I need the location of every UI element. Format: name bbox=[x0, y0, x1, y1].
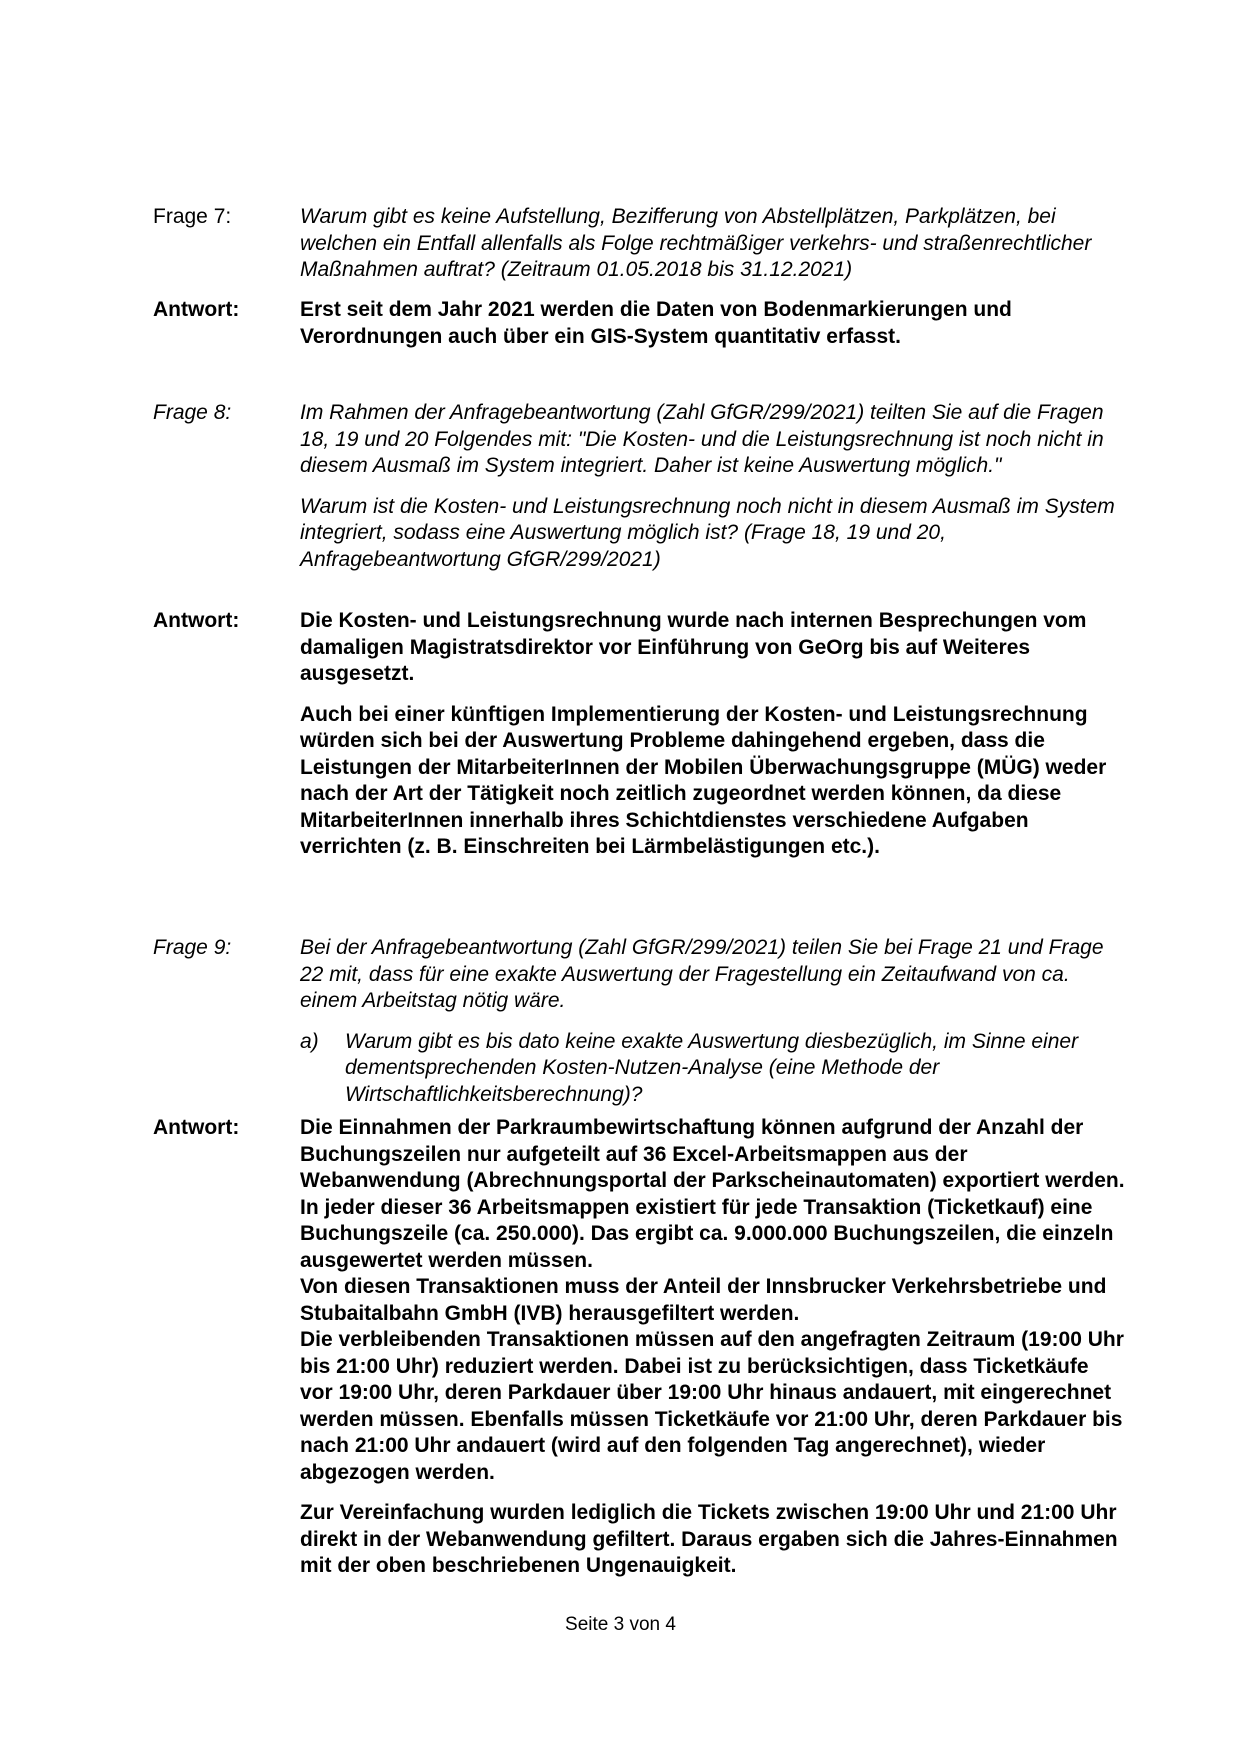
question-7-label: Frage 7: bbox=[153, 205, 232, 228]
answer-8-label: Antwort: bbox=[153, 609, 240, 632]
answer-9-paragraph-1 bbox=[300, 1115, 1126, 1486]
answer-7 bbox=[153, 297, 1128, 350]
answer-9-line-1: Die Einnahmen der Parkraumbewirtschaftung können aufgrund der Anzahl der Buchungszeilen nur aufgeteilt auf 36 Excel-Arbeitsmappen aus der Webanwendung (Abrechnungsportal der Parkscheinautomaten) exportiert werden. In jeder dieser 36 Arbeitsmappen existiert für jede Transaktion (Ticketkauf) eine Buchungszeile (ca. 250.000). Das ergibt ca. 9.000.000 Buchungszeilen, die einzeln ausgewertet werden müssen. bbox=[300, 1116, 1125, 1272]
page-number: Seite 3 von 4 bbox=[565, 1614, 676, 1635]
question-8-label: Frage 8: bbox=[153, 401, 232, 424]
answer-7-label: Antwort: bbox=[153, 298, 240, 321]
answer-7-paragraph: Erst seit dem Jahr 2021 werden die Daten von Bodenmarkierungen und Verordnungen auch über ein GIS-System quantitativ erfasst. bbox=[300, 298, 1012, 348]
question-7-text bbox=[300, 204, 1126, 284]
question-9-label: Frage 9: bbox=[153, 936, 232, 959]
answer-8 bbox=[153, 608, 1128, 861]
question-8 bbox=[153, 400, 1128, 573]
answer-9-text bbox=[300, 1115, 1126, 1580]
question-7 bbox=[153, 204, 1128, 284]
answer-7-text bbox=[300, 297, 1126, 350]
question-7-paragraph: Warum gibt es keine Aufstellung, Bezifferung von Abstellplätzen, Parkplätzen, bei welchen ein Entfall allenfalls als Folge rechtmäßiger verkehrs- und straßenrechtlicher Maßnahmen auftrat? (Zeitraum 01.05.2018 bis 31.12.2021) bbox=[300, 205, 1092, 281]
question-8-text bbox=[300, 400, 1126, 573]
answer-8-text bbox=[300, 608, 1126, 861]
question-9-subitem-a bbox=[300, 1029, 1126, 1109]
question-9-text bbox=[300, 935, 1126, 1108]
question-8-paragraph-2: Warum ist die Kosten- und Leistungsrechnung noch nicht in diesem Ausmaß im System integriert, sodass eine Auswertung möglich ist? (Frage 18, 19 und 20, Anfragebeantwortung GfGR/299/2021) bbox=[300, 494, 1115, 571]
question-8-paragraph-1: Im Rahmen der Anfragebeantwortung (Zahl GfGR/299/2021) teilten Sie auf die Fragen 18, 19 und 20 Folgendes mit: "Die Kosten- und die Leistungsrechnung ist noch nicht in diesem Ausmaß im System integriert. Daher ist keine Auswertung möglich." bbox=[300, 401, 1104, 477]
answer-8-paragraph-1: Die Kosten- und Leistungsrechnung wurde nach internen Besprechungen vom damaligen Magistratsdirektor vor Einführung von GeOrg bis auf Weiteres ausgesetzt. bbox=[300, 609, 1087, 685]
answer-9-line-2: Von diesen Transaktionen muss der Anteil der Innsbrucker Verkehrsbetriebe und Stubaitalbahn GmbH (IVB) herausgefiltert werden. bbox=[300, 1275, 1107, 1325]
question-9 bbox=[153, 935, 1128, 1108]
subitem-text: Warum gibt es bis dato keine exakte Auswertung diesbezüglich, im Sinne einer dementsprechenden Kosten-Nutzen-Analyse (eine Methode der Wirtschaftlichkeitsberechnung)? bbox=[345, 1029, 1079, 1106]
answer-9-line-3: Die verbleibenden Transaktionen müssen auf den angefragten Zeitraum (19:00 Uhr bis 21:00 Uhr) reduziert werden. Dabei ist zu berücksichtigen, dass Ticketkäufe vor 19:00 Uhr, deren Parkdauer über 19:00 Uhr hinaus andauert, mit eingerechnet werden müssen. Ebenfalls müssen Ticketkäufe vor 21:00 Uhr, deren Parkdauer bis nach 21:00 Uhr andauert (wird auf den folgenden Tag angerechnet), wieder abgezogen werden. bbox=[300, 1328, 1124, 1484]
answer-9-label: Antwort: bbox=[153, 1116, 240, 1139]
answer-8-paragraph-2: Auch bei einer künftigen Implementierung der Kosten- und Leistungsrechnung würden sich bei der Auswertung Probleme dahingehend ergeben, dass die Leistungen der MitarbeiterInnen der Mobilen Überwachungsgruppe (MÜG) weder nach der Art der Tätigkeit noch zeitlich zugeordnet werden können, da diese MitarbeiterInnen innerhalb ihres Schichtdienstes verschiedene Aufgaben verrichten (z. B. Einschreiten bei Lärmbelästigungen etc.). bbox=[300, 702, 1107, 858]
question-9-paragraph-1: Bei der Anfragebeantwortung (Zahl GfGR/299/2021) teilen Sie bei Frage 21 und Frage 22 mit, dass für eine exakte Auswertung der Fragestellung ein Zeitaufwand von ca. einem Arbeitstag nötig wäre. bbox=[300, 936, 1104, 1012]
answer-9-paragraph-2: Zur Vereinfachung wurden lediglich die Tickets zwischen 19:00 Uhr und 21:00 Uhr direkt in der Webanwendung gefiltert. Daraus ergaben sich die Jahres-Einnahmen mit der oben beschriebenen Ungenauigkeit. bbox=[300, 1501, 1118, 1577]
subitem-letter: a) bbox=[300, 1029, 319, 1053]
answer-9 bbox=[153, 1115, 1128, 1580]
